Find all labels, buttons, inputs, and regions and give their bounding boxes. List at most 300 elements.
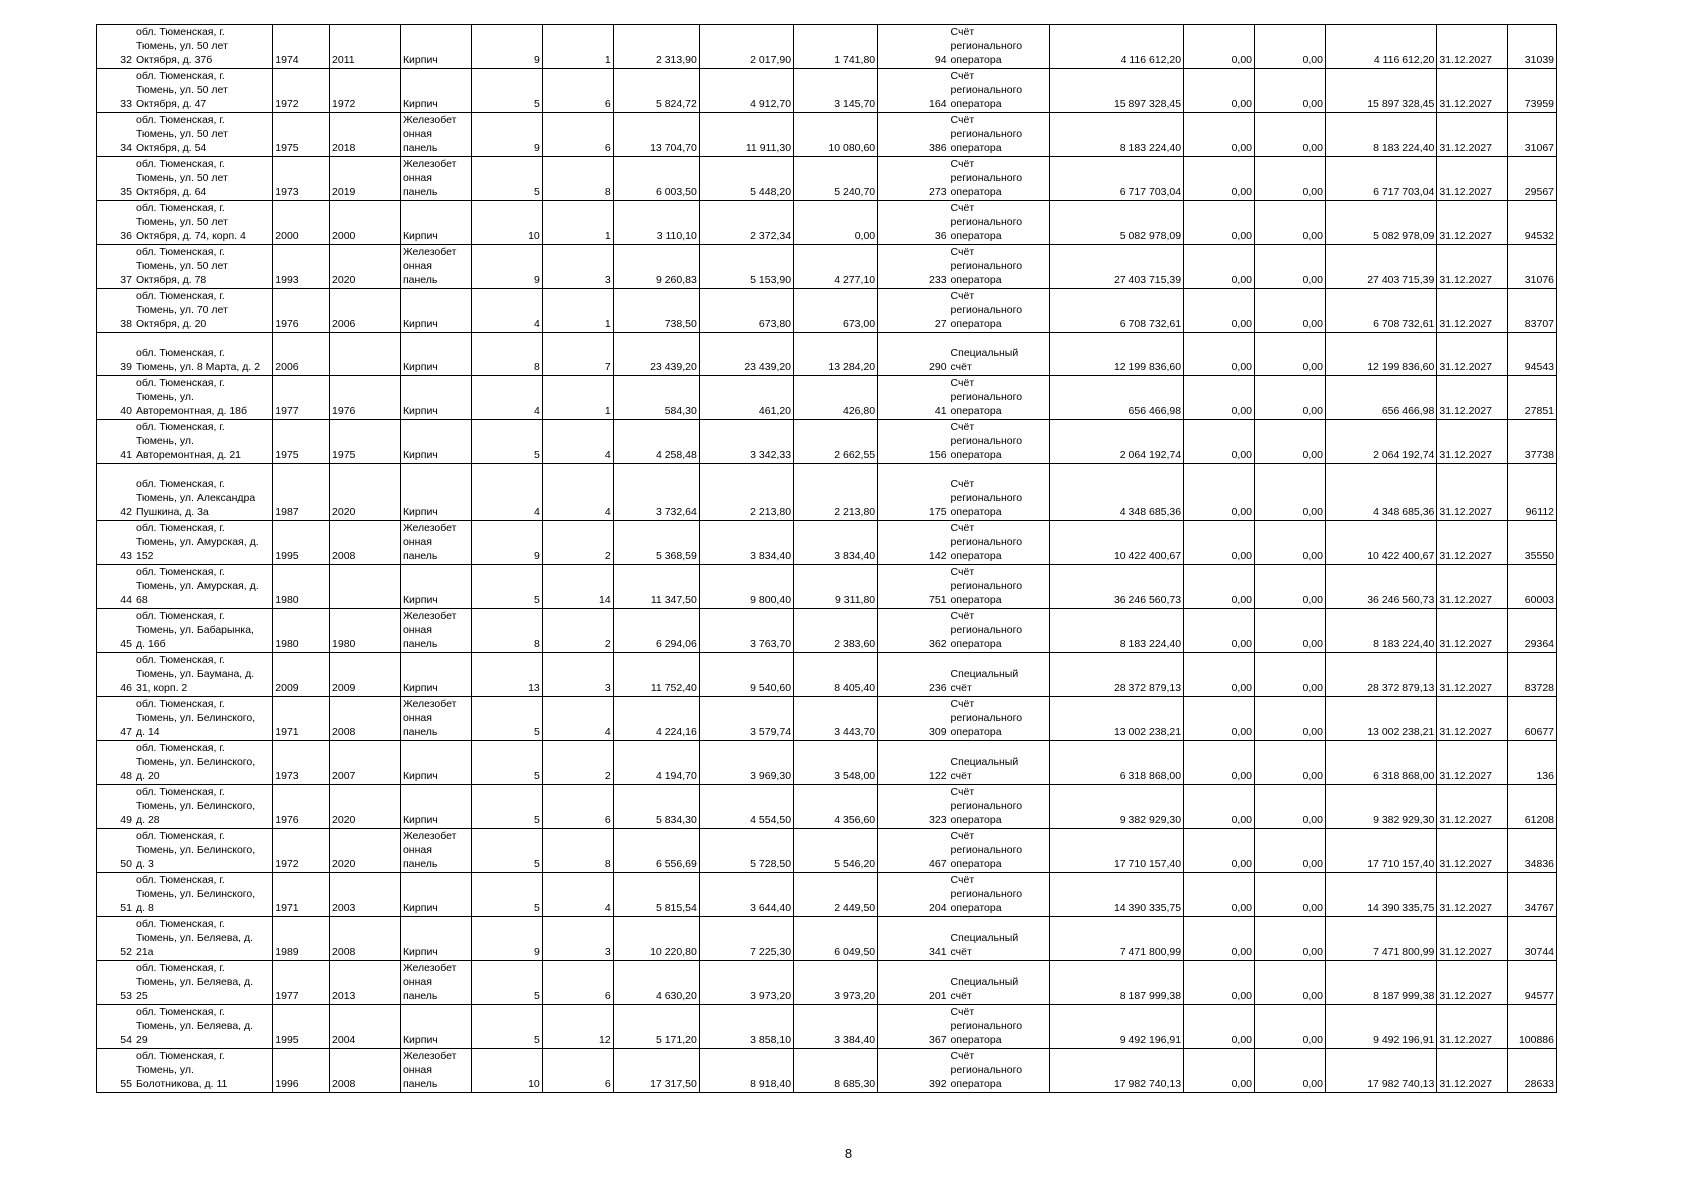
premises-area-cell: 3 644,40 — [699, 873, 793, 917]
table-row — [97, 741, 1557, 785]
cost-owners-cell: 6 318 868,00 — [1325, 741, 1436, 785]
residents-cell: 36 — [878, 201, 949, 245]
floors-cell: 8 — [471, 333, 542, 376]
total-area-cell: 5 815,54 — [613, 873, 699, 917]
table-row — [97, 464, 1557, 521]
cost-owners-cell: 27 403 715,39 — [1325, 245, 1436, 289]
cost-total-cell: 6 717 703,04 — [1050, 157, 1184, 201]
cost-owners-cell: 2 064 192,74 — [1325, 420, 1436, 464]
cost-owners-cell: 8 183 224,40 — [1325, 113, 1436, 157]
fund-method-cell: Счёт регионального оператора — [949, 113, 1050, 157]
cost-cell: 0,00 — [1255, 157, 1326, 201]
fund-method-cell: Счёт регионального оператора — [949, 420, 1050, 464]
residential-area-cell: 1 741,80 — [794, 25, 878, 69]
entrances-cell: 1 — [542, 289, 613, 333]
residential-area-cell: 2 449,50 — [794, 873, 878, 917]
fund-method-cell: Специальный счёт — [949, 917, 1050, 961]
year-repair-cell: 2013 — [330, 961, 401, 1005]
fund-method-cell: Счёт регионального оператора — [949, 289, 1050, 333]
deadline-cell: 31.12.2027 — [1437, 917, 1508, 961]
cost-owners-cell: 7 471 800,99 — [1325, 917, 1436, 961]
fund-method-cell: Счёт регионального оператора — [949, 785, 1050, 829]
residents-cell: 367 — [878, 1005, 949, 1049]
house-id-cell: 94543 — [1508, 333, 1557, 376]
house-id-cell: 34836 — [1508, 829, 1557, 873]
fund-method-cell: Счёт регионального оператора — [949, 609, 1050, 653]
cost-total-cell: 2 064 192,74 — [1050, 420, 1184, 464]
residents-cell: 323 — [878, 785, 949, 829]
year-repair-cell: 2020 — [330, 245, 401, 289]
year-repair-cell: 2000 — [330, 201, 401, 245]
table-row — [97, 245, 1557, 289]
entrances-cell: 4 — [542, 873, 613, 917]
house-id-cell: 60677 — [1508, 697, 1557, 741]
cost-owners-cell: 17 982 740,13 — [1325, 1049, 1436, 1093]
premises-area-cell: 23 439,20 — [699, 333, 793, 376]
cost-cell: 0,00 — [1184, 113, 1255, 157]
entrances-cell: 2 — [542, 741, 613, 785]
table-row — [97, 376, 1557, 420]
deadline-cell: 31.12.2027 — [1437, 464, 1508, 521]
total-area-cell: 6 003,50 — [613, 157, 699, 201]
fund-method-cell: Счёт регионального оператора — [949, 565, 1050, 609]
cost-total-cell: 9 492 196,91 — [1050, 1005, 1184, 1049]
year-built-cell: 1975 — [273, 420, 330, 464]
cost-total-cell: 7 471 800,99 — [1050, 917, 1184, 961]
year-built-cell: 1971 — [273, 873, 330, 917]
floors-cell: 5 — [471, 565, 542, 609]
residents-cell: 204 — [878, 873, 949, 917]
total-area-cell: 11 752,40 — [613, 653, 699, 697]
premises-area-cell: 3 969,30 — [699, 741, 793, 785]
year-repair-cell: 2008 — [330, 697, 401, 741]
house-id-cell: 61208 — [1508, 785, 1557, 829]
address-cell: обл. Тюменская, г. Тюмень, ул. Беляева, д. 25 — [134, 961, 273, 1005]
premises-area-cell: 3 763,70 — [699, 609, 793, 653]
cost-owners-cell: 9 492 196,91 — [1325, 1005, 1436, 1049]
cost-cell: 0,00 — [1255, 464, 1326, 521]
wall-material-cell: Кирпич — [400, 201, 471, 245]
cost-total-cell: 6 318 868,00 — [1050, 741, 1184, 785]
year-built-cell: 1973 — [273, 741, 330, 785]
cost-cell: 0,00 — [1255, 113, 1326, 157]
cost-owners-cell: 28 372 879,13 — [1325, 653, 1436, 697]
address-cell: обл. Тюменская, г. Тюмень, ул. Авторемонтная, д. 18б — [134, 376, 273, 420]
residents-cell: 41 — [878, 376, 949, 420]
cost-cell: 0,00 — [1184, 741, 1255, 785]
address-cell: обл. Тюменская, г. Тюмень, ул. Баумана, д. 31, корп. 2 — [134, 653, 273, 697]
cost-total-cell: 8 183 224,40 — [1050, 609, 1184, 653]
address-cell: обл. Тюменская, г. Тюмень, ул. Белинского, д. 20 — [134, 741, 273, 785]
cost-owners-cell: 4 348 685,36 — [1325, 464, 1436, 521]
table-row — [97, 565, 1557, 609]
residential-area-cell: 2 662,55 — [794, 420, 878, 464]
cost-total-cell: 10 422 400,67 — [1050, 521, 1184, 565]
cost-owners-cell: 17 710 157,40 — [1325, 829, 1436, 873]
cost-cell: 0,00 — [1184, 697, 1255, 741]
table-row — [97, 333, 1557, 376]
wall-material-cell: Железобет онная панель — [400, 521, 471, 565]
entrances-cell: 8 — [542, 157, 613, 201]
cost-cell: 0,00 — [1255, 201, 1326, 245]
address-cell: обл. Тюменская, г. Тюмень, ул. 50 лет Октября, д. 74, корп. 4 — [134, 201, 273, 245]
residents-cell: 175 — [878, 464, 949, 521]
wall-material-cell: Железобет онная панель — [400, 829, 471, 873]
total-area-cell: 5 368,59 — [613, 521, 699, 565]
table-row — [97, 289, 1557, 333]
address-cell: обл. Тюменская, г. Тюмень, ул. 50 лет Октября, д. 78 — [134, 245, 273, 289]
table-row — [97, 1005, 1557, 1049]
cost-owners-cell: 9 382 929,30 — [1325, 785, 1436, 829]
residential-area-cell: 8 685,30 — [794, 1049, 878, 1093]
floors-cell: 5 — [471, 961, 542, 1005]
cost-total-cell: 27 403 715,39 — [1050, 245, 1184, 289]
deadline-cell: 31.12.2027 — [1437, 201, 1508, 245]
cost-total-cell: 5 082 978,09 — [1050, 201, 1184, 245]
residents-cell: 27 — [878, 289, 949, 333]
fund-method-cell: Счёт регионального оператора — [949, 69, 1050, 113]
total-area-cell: 584,30 — [613, 376, 699, 420]
cost-cell: 0,00 — [1184, 917, 1255, 961]
entrances-cell: 8 — [542, 829, 613, 873]
year-repair-cell: 1972 — [330, 69, 401, 113]
entrances-cell: 2 — [542, 609, 613, 653]
row-number: 34 — [97, 113, 134, 157]
floors-cell: 5 — [471, 785, 542, 829]
table-row — [97, 420, 1557, 464]
residential-area-cell: 3 384,40 — [794, 1005, 878, 1049]
year-repair-cell — [330, 565, 401, 609]
cost-total-cell: 13 002 238,21 — [1050, 697, 1184, 741]
year-built-cell: 1974 — [273, 25, 330, 69]
cost-cell: 0,00 — [1255, 245, 1326, 289]
row-number: 37 — [97, 245, 134, 289]
cost-cell: 0,00 — [1184, 653, 1255, 697]
year-built-cell: 1972 — [273, 829, 330, 873]
residents-cell: 164 — [878, 69, 949, 113]
floors-cell: 13 — [471, 653, 542, 697]
deadline-cell: 31.12.2027 — [1437, 521, 1508, 565]
entrances-cell: 4 — [542, 420, 613, 464]
row-number: 35 — [97, 157, 134, 201]
residential-area-cell: 5 240,70 — [794, 157, 878, 201]
address-cell: обл. Тюменская, г. Тюмень, ул. Белинского, д. 3 — [134, 829, 273, 873]
floors-cell: 5 — [471, 741, 542, 785]
deadline-cell: 31.12.2027 — [1437, 333, 1508, 376]
wall-material-cell: Железобет онная панель — [400, 961, 471, 1005]
wall-material-cell: Кирпич — [400, 333, 471, 376]
cost-owners-cell: 6 717 703,04 — [1325, 157, 1436, 201]
total-area-cell: 2 313,90 — [613, 25, 699, 69]
total-area-cell: 738,50 — [613, 289, 699, 333]
total-area-cell: 3 110,10 — [613, 201, 699, 245]
residents-cell: 341 — [878, 917, 949, 961]
residents-cell: 233 — [878, 245, 949, 289]
year-built-cell: 2000 — [273, 201, 330, 245]
house-id-cell: 34767 — [1508, 873, 1557, 917]
year-built-cell: 1973 — [273, 157, 330, 201]
table-row — [97, 653, 1557, 697]
house-id-cell: 31076 — [1508, 245, 1557, 289]
deadline-cell: 31.12.2027 — [1437, 609, 1508, 653]
fund-method-cell: Счёт регионального оператора — [949, 464, 1050, 521]
total-area-cell: 11 347,50 — [613, 565, 699, 609]
year-repair-cell: 2006 — [330, 289, 401, 333]
fund-method-cell: Специальный счёт — [949, 741, 1050, 785]
deadline-cell: 31.12.2027 — [1437, 69, 1508, 113]
cost-total-cell: 8 187 999,38 — [1050, 961, 1184, 1005]
total-area-cell: 3 732,64 — [613, 464, 699, 521]
cost-cell: 0,00 — [1184, 961, 1255, 1005]
deadline-cell: 31.12.2027 — [1437, 873, 1508, 917]
premises-area-cell: 5 728,50 — [699, 829, 793, 873]
deadline-cell: 31.12.2027 — [1437, 420, 1508, 464]
row-number: 45 — [97, 609, 134, 653]
page-number: 8 — [844, 1146, 853, 1161]
address-cell: обл. Тюменская, г. Тюмень, ул. Беляева, д. 29 — [134, 1005, 273, 1049]
wall-material-cell: Кирпич — [400, 420, 471, 464]
cost-cell: 0,00 — [1184, 376, 1255, 420]
entrances-cell: 6 — [542, 1049, 613, 1093]
year-built-cell: 1976 — [273, 289, 330, 333]
row-number: 41 — [97, 420, 134, 464]
wall-material-cell: Кирпич — [400, 873, 471, 917]
residential-area-cell: 2 383,60 — [794, 609, 878, 653]
residents-cell: 142 — [878, 521, 949, 565]
year-built-cell: 1980 — [273, 565, 330, 609]
row-number: 48 — [97, 741, 134, 785]
entrances-cell: 1 — [542, 201, 613, 245]
floors-cell: 10 — [471, 1049, 542, 1093]
fund-method-cell: Специальный счёт — [949, 653, 1050, 697]
row-number: 52 — [97, 917, 134, 961]
total-area-cell: 5 824,72 — [613, 69, 699, 113]
house-id-cell: 96112 — [1508, 464, 1557, 521]
year-repair-cell: 2019 — [330, 157, 401, 201]
deadline-cell: 31.12.2027 — [1437, 653, 1508, 697]
residential-area-cell: 0,00 — [794, 201, 878, 245]
residents-cell: 392 — [878, 1049, 949, 1093]
cost-cell: 0,00 — [1255, 565, 1326, 609]
year-built-cell: 1995 — [273, 1005, 330, 1049]
year-built-cell: 1993 — [273, 245, 330, 289]
cost-cell: 0,00 — [1184, 289, 1255, 333]
cost-total-cell: 15 897 328,45 — [1050, 69, 1184, 113]
address-cell: обл. Тюменская, г. Тюмень, ул. Белинского, д. 14 — [134, 697, 273, 741]
entrances-cell: 6 — [542, 785, 613, 829]
residential-area-cell: 3 548,00 — [794, 741, 878, 785]
residential-area-cell: 4 356,60 — [794, 785, 878, 829]
year-repair-cell: 2020 — [330, 829, 401, 873]
entrances-cell: 7 — [542, 333, 613, 376]
deadline-cell: 31.12.2027 — [1437, 376, 1508, 420]
residential-area-cell: 673,00 — [794, 289, 878, 333]
premises-area-cell: 3 973,20 — [699, 961, 793, 1005]
year-repair-cell: 2020 — [330, 464, 401, 521]
residents-cell: 273 — [878, 157, 949, 201]
premises-area-cell: 5 153,90 — [699, 245, 793, 289]
total-area-cell: 4 224,16 — [613, 697, 699, 741]
fund-method-cell: Счёт регионального оператора — [949, 157, 1050, 201]
house-id-cell: 83728 — [1508, 653, 1557, 697]
wall-material-cell: Железобет онная панель — [400, 157, 471, 201]
year-repair-cell: 2009 — [330, 653, 401, 697]
cost-owners-cell: 656 466,98 — [1325, 376, 1436, 420]
row-number: 43 — [97, 521, 134, 565]
total-area-cell: 6 294,06 — [613, 609, 699, 653]
year-repair-cell: 2020 — [330, 785, 401, 829]
floors-cell: 9 — [471, 245, 542, 289]
cost-cell: 0,00 — [1184, 201, 1255, 245]
year-built-cell: 1972 — [273, 69, 330, 113]
deadline-cell: 31.12.2027 — [1437, 697, 1508, 741]
year-built-cell: 1975 — [273, 113, 330, 157]
table-row — [97, 1049, 1557, 1093]
fund-method-cell: Счёт регионального оператора — [949, 201, 1050, 245]
cost-cell: 0,00 — [1184, 873, 1255, 917]
entrances-cell: 3 — [542, 653, 613, 697]
entrances-cell: 1 — [542, 25, 613, 69]
address-cell: обл. Тюменская, г. Тюмень, ул. Белинского, д. 8 — [134, 873, 273, 917]
cost-cell: 0,00 — [1255, 376, 1326, 420]
house-id-cell: 73959 — [1508, 69, 1557, 113]
residential-area-cell: 3 834,40 — [794, 521, 878, 565]
cost-total-cell: 9 382 929,30 — [1050, 785, 1184, 829]
cost-cell: 0,00 — [1255, 917, 1326, 961]
year-repair-cell: 1975 — [330, 420, 401, 464]
cost-total-cell: 17 982 740,13 — [1050, 1049, 1184, 1093]
deadline-cell: 31.12.2027 — [1437, 25, 1508, 69]
house-id-cell: 28633 — [1508, 1049, 1557, 1093]
table-row — [97, 69, 1557, 113]
table-row — [97, 157, 1557, 201]
residents-cell: 467 — [878, 829, 949, 873]
wall-material-cell: Кирпич — [400, 1005, 471, 1049]
wall-material-cell: Кирпич — [400, 376, 471, 420]
entrances-cell: 3 — [542, 917, 613, 961]
address-cell: обл. Тюменская, г. Тюмень, ул. Болотникова, д. 11 — [134, 1049, 273, 1093]
premises-area-cell: 3 834,40 — [699, 521, 793, 565]
cost-cell: 0,00 — [1255, 1005, 1326, 1049]
floors-cell: 5 — [471, 1005, 542, 1049]
row-number: 51 — [97, 873, 134, 917]
table-row — [97, 25, 1557, 69]
cost-cell: 0,00 — [1184, 785, 1255, 829]
year-repair-cell: 2007 — [330, 741, 401, 785]
residents-cell: 236 — [878, 653, 949, 697]
fund-method-cell: Счёт регионального оператора — [949, 1005, 1050, 1049]
year-built-cell: 2006 — [273, 333, 330, 376]
row-number: 42 — [97, 464, 134, 521]
year-built-cell: 1987 — [273, 464, 330, 521]
premises-area-cell: 5 448,20 — [699, 157, 793, 201]
cost-cell: 0,00 — [1255, 697, 1326, 741]
address-cell: обл. Тюменская, г. Тюмень, ул. Александра Пушкина, д. 3а — [134, 464, 273, 521]
cost-cell: 0,00 — [1255, 829, 1326, 873]
total-area-cell: 5 834,30 — [613, 785, 699, 829]
table-body — [97, 25, 1557, 1093]
total-area-cell: 4 194,70 — [613, 741, 699, 785]
cost-cell: 0,00 — [1184, 1049, 1255, 1093]
entrances-cell: 4 — [542, 464, 613, 521]
house-id-cell: 37738 — [1508, 420, 1557, 464]
total-area-cell: 9 260,83 — [613, 245, 699, 289]
year-repair-cell: 2004 — [330, 1005, 401, 1049]
total-area-cell: 23 439,20 — [613, 333, 699, 376]
floors-cell: 9 — [471, 917, 542, 961]
wall-material-cell: Железобет онная панель — [400, 697, 471, 741]
year-built-cell: 1980 — [273, 609, 330, 653]
fund-method-cell: Специальный счёт — [949, 333, 1050, 376]
cost-owners-cell: 36 246 560,73 — [1325, 565, 1436, 609]
deadline-cell: 31.12.2027 — [1437, 785, 1508, 829]
table-row — [97, 609, 1557, 653]
house-id-cell: 30744 — [1508, 917, 1557, 961]
total-area-cell: 17 317,50 — [613, 1049, 699, 1093]
address-cell: обл. Тюменская, г. Тюмень, ул. 50 лет Октября, д. 47 — [134, 69, 273, 113]
wall-material-cell: Железобет онная панель — [400, 609, 471, 653]
cost-cell: 0,00 — [1184, 69, 1255, 113]
cost-total-cell: 8 183 224,40 — [1050, 113, 1184, 157]
cost-cell: 0,00 — [1184, 609, 1255, 653]
wall-material-cell: Кирпич — [400, 25, 471, 69]
residential-area-cell: 6 049,50 — [794, 917, 878, 961]
floors-cell: 4 — [471, 464, 542, 521]
floors-cell: 5 — [471, 697, 542, 741]
total-area-cell: 10 220,80 — [613, 917, 699, 961]
cost-cell: 0,00 — [1184, 521, 1255, 565]
wall-material-cell: Кирпич — [400, 464, 471, 521]
housing-repair-table — [96, 24, 1557, 1093]
residential-area-cell: 3 973,20 — [794, 961, 878, 1005]
row-number: 38 — [97, 289, 134, 333]
cost-owners-cell: 4 116 612,20 — [1325, 25, 1436, 69]
year-repair-cell: 1976 — [330, 376, 401, 420]
cost-cell: 0,00 — [1184, 420, 1255, 464]
floors-cell: 4 — [471, 289, 542, 333]
premises-area-cell: 4 554,50 — [699, 785, 793, 829]
deadline-cell: 31.12.2027 — [1437, 565, 1508, 609]
residential-area-cell: 426,80 — [794, 376, 878, 420]
residential-area-cell: 2 213,80 — [794, 464, 878, 521]
premises-area-cell: 2 017,90 — [699, 25, 793, 69]
residents-cell: 386 — [878, 113, 949, 157]
premises-area-cell: 8 918,40 — [699, 1049, 793, 1093]
address-cell: обл. Тюменская, г. Тюмень, ул. Беляева, д. 21а — [134, 917, 273, 961]
cost-total-cell: 4 348 685,36 — [1050, 464, 1184, 521]
year-built-cell: 1971 — [273, 697, 330, 741]
address-cell: обл. Тюменская, г. Тюмень, ул. 8 Марта, д. 2 — [134, 333, 273, 376]
total-area-cell: 13 704,70 — [613, 113, 699, 157]
cost-cell: 0,00 — [1255, 69, 1326, 113]
row-number: 49 — [97, 785, 134, 829]
wall-material-cell: Кирпич — [400, 741, 471, 785]
deadline-cell: 31.12.2027 — [1437, 289, 1508, 333]
address-cell: обл. Тюменская, г. Тюмень, ул. Амурская, д. 68 — [134, 565, 273, 609]
entrances-cell: 3 — [542, 245, 613, 289]
residents-cell: 362 — [878, 609, 949, 653]
residents-cell: 309 — [878, 697, 949, 741]
cost-owners-cell: 13 002 238,21 — [1325, 697, 1436, 741]
year-built-cell: 2009 — [273, 653, 330, 697]
cost-cell: 0,00 — [1255, 333, 1326, 376]
row-number: 54 — [97, 1005, 134, 1049]
floors-cell: 4 — [471, 376, 542, 420]
total-area-cell: 6 556,69 — [613, 829, 699, 873]
deadline-cell: 31.12.2027 — [1437, 1049, 1508, 1093]
table-row — [97, 785, 1557, 829]
premises-area-cell: 4 912,70 — [699, 69, 793, 113]
